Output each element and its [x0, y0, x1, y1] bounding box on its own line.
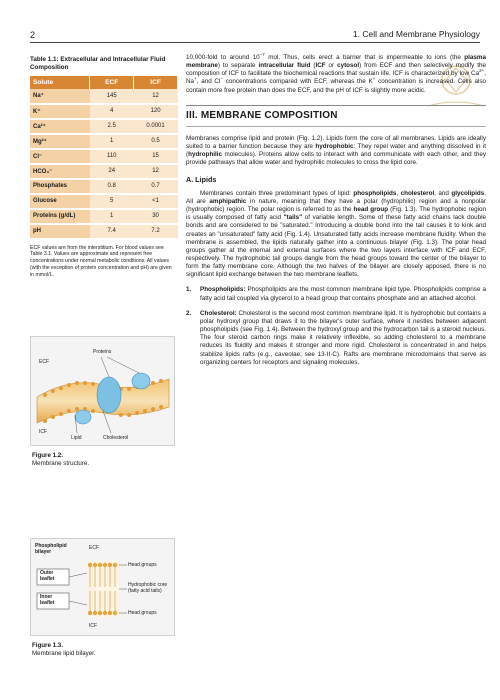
text-run: (Fig. 1.3). The hydrophobic region is usually composed of fatty acid	[186, 206, 486, 222]
term: head group	[353, 206, 389, 214]
intro-paragraph	[186, 51, 487, 95]
figure-label: ICF	[39, 429, 48, 435]
figure-label: Head groups	[128, 610, 157, 616]
ecf-cell: 2.5	[90, 119, 134, 134]
section-rule	[186, 126, 486, 127]
text-run: : They repel water and anything dissolved in it (	[186, 143, 486, 159]
text-run: 10,000-fold to around 10	[186, 54, 260, 61]
superscript: −	[220, 76, 224, 82]
icf-cell: <1	[134, 194, 178, 209]
figure-label: Hydrophobic core (fatty acid tails)	[128, 582, 168, 594]
solute-cell: pH	[30, 224, 90, 239]
solute-cell: Glucose	[30, 194, 90, 209]
figure-number: Figure 1.3.	[32, 642, 63, 649]
fluid-composition-table	[30, 76, 178, 240]
solute-cell: Mg²⁺	[30, 134, 90, 149]
section-heading: III. MEMBRANE COMPOSITION	[186, 109, 338, 121]
table-row	[30, 104, 178, 119]
text-run: , and Cl	[196, 78, 221, 86]
icf-cell: 120	[134, 104, 178, 119]
text-run: or	[325, 62, 338, 70]
text-run: . All are	[186, 189, 486, 205]
text-run: , Na	[186, 70, 486, 86]
icf-cell: 0.7	[134, 179, 178, 194]
subsection-heading: A. Lipids	[186, 174, 217, 184]
solute-cell: Ca²⁺	[30, 119, 90, 134]
figure-title: Membrane structure.	[32, 460, 90, 468]
ecf-cell: 1	[90, 209, 134, 224]
figure-1-2-caption	[32, 452, 89, 468]
text-run: mol. Thus, cells erect a barrier that is impermeable to ions (the	[264, 54, 465, 61]
table-row	[30, 194, 178, 209]
term: amphipathic	[209, 197, 247, 205]
list-item	[186, 310, 486, 367]
figure-lipid-bilayer	[30, 538, 175, 636]
section-rule	[186, 105, 486, 106]
table-row	[30, 149, 178, 164]
icf-cell: 7.2	[134, 224, 178, 239]
term: glycolipids	[451, 189, 485, 197]
figure-membrane-structure	[30, 336, 175, 446]
figure-label: ECF	[39, 359, 49, 365]
term: "tails"	[283, 214, 303, 222]
page-header	[0, 0, 500, 46]
table-row	[30, 164, 178, 179]
figure-label: Lipid	[71, 435, 82, 441]
figure-label: ECF	[89, 545, 99, 551]
column-header: ICF	[134, 76, 178, 89]
ecf-cell: 24	[90, 164, 134, 179]
table-row	[30, 119, 178, 134]
text-run: (	[310, 62, 316, 70]
term: plasma membrane	[186, 54, 486, 70]
figure-label: Phospholipid bilayer	[35, 543, 67, 555]
main-text-column	[186, 51, 487, 367]
figure-label: ICF	[89, 623, 98, 629]
text-run: of variable length. Some of these fatty acid chains lack double bonds and are considered to be "saturated." Introducing a double bond into the tail causes it to kink and creates an "unsaturated" fatty acid (Fig. 1.4). Unsaturated fatty acids increase membrane fluidity. When the membrane is assembled, the lipids naturally gather into a continuous bilayer (Fig. 1.3). The polar head groups gather at the internal and external surfaces where the two layers interface with ICF and ECF, respectively. The hydrophobic tail groups dangle from the head groups toward the center of the bilayer to form the fatty membrane core. Although the two halves of the bilayer are closely apposed, there is no significant lipid exchange between the two membrane leaflets.	[186, 214, 486, 279]
superscript: −7	[259, 51, 265, 57]
section-paragraph	[186, 135, 486, 168]
ecf-cell: 5	[90, 194, 134, 209]
figure-title: Membrane lipid bilayer.	[32, 650, 96, 658]
solute-cell: HCO₃⁻	[30, 164, 90, 179]
figure-label: Inner leaflet	[40, 594, 55, 606]
text-run: concentration is increased. Cells also contain more free protein than does the ECF, and the pH of ICF is slightly more acidic.	[186, 78, 487, 94]
superscript: 2+	[479, 68, 485, 74]
page-number: 2	[30, 30, 36, 40]
text-run: , and	[434, 189, 452, 197]
text-run: ,	[396, 189, 401, 197]
solute-cell: Phosphates	[30, 179, 90, 194]
icf-cell: 12	[134, 164, 178, 179]
icf-cell: 0.0001	[134, 119, 178, 134]
term: ICF	[315, 62, 326, 70]
text-run: ) to separate	[217, 62, 259, 70]
table-row	[30, 224, 178, 239]
ecf-cell: 145	[90, 89, 134, 104]
table-section	[30, 56, 182, 278]
term: intracellular fluid	[258, 62, 311, 70]
term: Cholesterol:	[200, 309, 237, 317]
term: phospholipids	[353, 189, 397, 197]
superscript: +	[194, 76, 197, 82]
term: cholesterol	[400, 189, 435, 197]
ecf-cell: 1	[90, 134, 134, 149]
header-rule	[30, 42, 480, 43]
term: cytosol	[337, 62, 360, 70]
solute-cell: K⁺	[30, 104, 90, 119]
text-run: Cholesterol is the second most common membrane lipid. It is hydrophobic but contains a polar hydroxyl group that draws it to the bilayer's outer surface, where it nestles between adjacent phospholipids (see Fig. 1.4). Between the hydroxyl group and the hydrocarbon tail is a steroid nucleus. The four steroid carbon rings make it relatively inflexible, so adding cholesterol to a membrane reduces its fluidity and makes it stronger and more rigid. Cholesterol is concentrated in and helps stabilize lipids rafts (e.g., caveolae; see 13·II·C). Rafts are membrane microdomains that serve as organizing centers for receptors and signaling molecules.	[200, 309, 486, 366]
column-header: ECF	[90, 76, 134, 89]
lipids-paragraph	[186, 190, 486, 280]
term: hydrophilic	[188, 151, 223, 159]
list-number: 1.	[186, 286, 192, 294]
text-run: molecules). Proteins allow cells to interact with and communicate with each other, and they provide pathways that allow water and hydrophilic molecules to cross the lipid core.	[186, 151, 486, 167]
icf-cell: 30	[134, 209, 178, 224]
term: hydrophobic	[315, 143, 354, 151]
text-run: ) from ECF and then selectively modify the composition of ICF to facilitate the biochemical reactions that sustain life. ICF is characterized by low Ca	[186, 62, 486, 78]
figure-number: Figure 1.2.	[32, 452, 63, 459]
figure-label: Outer leaflet	[40, 570, 55, 582]
figure-label: Cholesterol	[103, 435, 129, 441]
solute-cell: Na⁺	[30, 89, 90, 104]
superscript: +	[372, 76, 376, 82]
icf-cell: 0.5	[134, 134, 178, 149]
solute-cell: Cl⁻	[30, 149, 90, 164]
figure-label: Head groups	[128, 562, 157, 568]
term: Phospholipids:	[200, 286, 246, 294]
table-caption: Table 1.1: Extracellular and Intracellular Fluid Composition	[30, 56, 166, 71]
figure-1-3-caption	[32, 642, 96, 658]
ecf-cell: 4	[90, 104, 134, 119]
table-row	[30, 134, 178, 149]
icf-cell: 15	[134, 149, 178, 164]
text-run: Membranes contain three predominant types of lipid:	[200, 189, 354, 197]
text-run: Phospholipids are the most common membrane lipid type. Phospholipids comprise a fatty acid tail coupled via glycerol to a head group that contains phosphate and an attached alcohol.	[200, 286, 486, 302]
running-head: 1. Cell and Membrane Physiology	[352, 29, 480, 39]
text-run: in nature, meaning that they have a polar (hydrophilic) region and a nonpolar (hydrophobic) region. The polar region is referred to as the	[186, 197, 486, 214]
ecf-cell: 0.8	[90, 179, 134, 194]
list-number: 2.	[186, 309, 192, 317]
table-header-row	[30, 76, 178, 89]
table-row	[30, 209, 178, 224]
column-header: Solute	[30, 76, 90, 89]
text-run: concentrations compared with ECF, whereas the K	[223, 78, 373, 86]
list-item	[186, 286, 486, 302]
table-note: ECF values are from the interstitium. For blood values see Table 3.1. Values are approximate and represent free concentrations under normal metabolic conditions. All values (with the exception of protein concentration and pH) are given in mmol/L.	[30, 244, 172, 278]
ecf-cell: 7.4	[90, 224, 134, 239]
table-row	[30, 179, 178, 194]
icf-cell: 12	[134, 89, 178, 104]
text-run: Membranes comprise lipid and protein (Fig. 1.2). Lipids form the core of all membranes. Lipids are ideally suited to a barrier function because they are	[186, 134, 486, 151]
figure-label: Proteins	[93, 349, 112, 355]
solute-cell: Proteins (g/dL)	[30, 209, 90, 224]
ecf-cell: 110	[90, 149, 134, 164]
table-row	[30, 89, 178, 104]
